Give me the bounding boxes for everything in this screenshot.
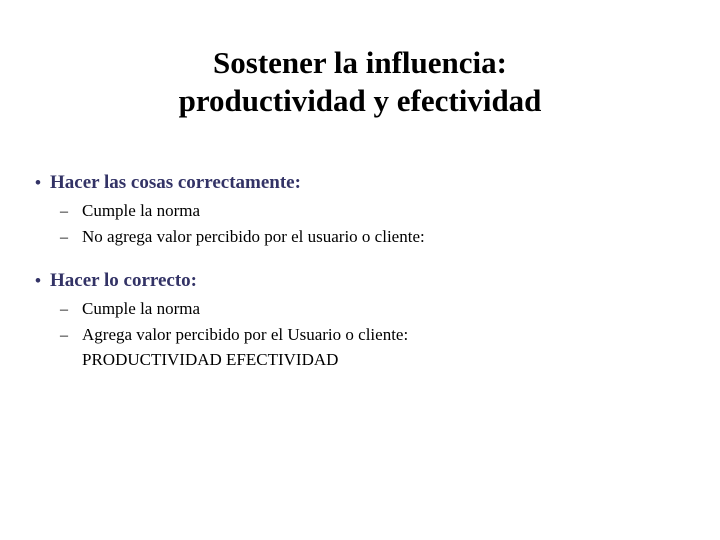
slide-body — [22, 170, 698, 390]
bullet-group-2 — [22, 268, 698, 372]
bullet-level2-label-second-line: PRODUCTIVIDAD EFECTIVIDAD — [82, 350, 339, 369]
bullet-level2-label: Cumple la norma — [82, 299, 201, 318]
bullet-marker-icon: • — [35, 173, 41, 192]
bullet-level2-1-2 — [22, 224, 698, 250]
bullet-group-1 — [22, 170, 698, 250]
bullet-level1-2 — [22, 268, 698, 294]
bullet-level2-label: Cumple la norma — [82, 201, 201, 220]
dash-marker-icon: – — [60, 327, 68, 344]
page-title-line-2: productividad y efectividad — [178, 83, 542, 118]
bullet-level2-2-1 — [22, 296, 698, 322]
dash-marker-icon: – — [60, 203, 68, 220]
dash-marker-icon: – — [60, 301, 68, 318]
bullet-level2-label: No agrega valor percibido por el usuario o cliente: — [82, 227, 425, 246]
bullet-level2-2-2 — [22, 322, 698, 372]
bullet-level2-1-1 — [22, 198, 698, 224]
sub-list-1 — [22, 198, 698, 250]
bullet-level2-label: Agrega valor percibido por el Usuario o cliente: — [82, 325, 409, 344]
bullet-level1-label: Hacer lo correcto: — [50, 270, 197, 291]
bullet-level1-label: Hacer las cosas correctamente: — [50, 172, 301, 193]
sub-list-2 — [22, 296, 698, 372]
bullet-level2-label-wrap — [82, 322, 698, 372]
bullet-level1-1 — [22, 170, 698, 196]
bullet-marker-icon: • — [35, 271, 41, 290]
page-title — [60, 44, 660, 120]
page-title-line-1: Sostener la influencia: — [213, 45, 507, 80]
dash-marker-icon: – — [60, 229, 68, 246]
